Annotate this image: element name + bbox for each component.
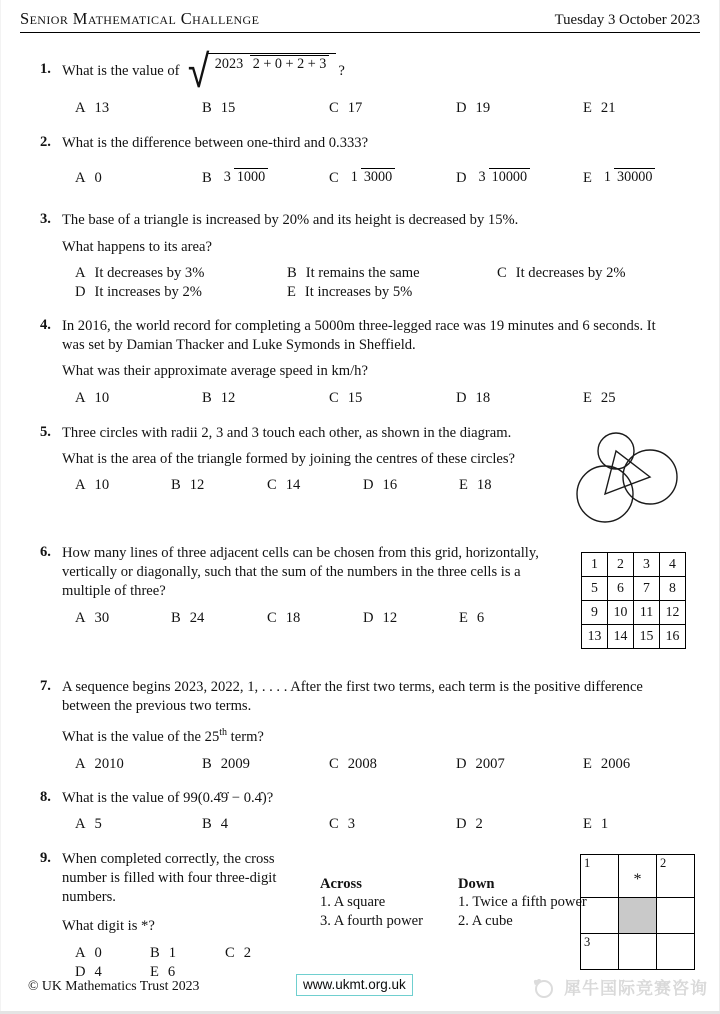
down-clues: Down 1. Twice a fifth power 2. A cube [458, 875, 587, 930]
option: E 2006 [583, 755, 631, 772]
option: B 15 [202, 100, 236, 116]
grid-cell: 5 [582, 576, 608, 600]
options-row [62, 99, 720, 118]
options-row [62, 815, 720, 834]
options-row [62, 264, 720, 283]
option: C 3 [329, 815, 356, 832]
question-number: 7. [40, 677, 51, 694]
grid-cell: 14 [608, 624, 634, 648]
question-text: When completed correctly, the cross [62, 850, 275, 867]
grid-cell: 1 [581, 854, 619, 897]
grid-cell [619, 933, 657, 969]
option: E 1 30000 [583, 169, 655, 188]
question-text: What is the area of the triangle formed by joining the centres of these circles? [62, 451, 516, 468]
option: A 2010 [75, 755, 124, 772]
question-text: How many lines of three adjacent cells can be chosen from this grid, horizontally, [62, 544, 539, 561]
question-number: 8. [40, 788, 51, 805]
question-text: was set by Damian Thacker and Luke Symonds in Sheffield. [62, 337, 416, 354]
grid-cell: 8 [660, 576, 686, 600]
crossnumber-clues [320, 875, 587, 931]
grid-cell: 10 [608, 600, 634, 624]
option: B 4 [202, 815, 229, 832]
question-7 [0, 678, 720, 774]
option: A 5 [75, 815, 102, 832]
question-text: In 2016, the world record for completing a 5000m three-legged race was 19 minutes and 6 seconds. It [62, 317, 656, 334]
question-1 [0, 44, 720, 118]
grid-cell: 12 [660, 600, 686, 624]
question-number: 1. [40, 61, 51, 77]
grid-cell: 9 [582, 600, 608, 624]
options-row [62, 389, 720, 408]
option: C 14 [267, 477, 301, 494]
option: C It decreases by 2% [497, 264, 626, 281]
across-clues: Across 1. A square 3. A fourth power [320, 875, 442, 931]
grid-cell: 7 [634, 576, 660, 600]
rhino-logo-icon [528, 975, 558, 999]
options-row [62, 158, 720, 198]
option: B It remains the same [287, 264, 420, 281]
question-text: numbers. [62, 889, 116, 906]
shaded-cell [619, 897, 657, 933]
footer-link[interactable]: www.ukmt.org.uk [296, 974, 413, 996]
option: E 25 [583, 389, 616, 406]
clue-item: 1. A square [320, 894, 386, 911]
option: D 3 10000 [456, 169, 583, 188]
question-text: Three circles with radii 2, 3 and 3 touch each other, as shown in the diagram. [62, 424, 512, 441]
option: A 30 [75, 609, 110, 626]
header [0, 0, 720, 29]
option: D 4 [75, 964, 102, 981]
grid-cell: 1 [582, 552, 608, 576]
question-text: What happens to its area? [62, 238, 212, 255]
option: A 13 [75, 100, 110, 116]
header-date: Tuesday 3 October 2023 [554, 12, 700, 28]
fraction: 3 1000 [221, 170, 268, 186]
grid-cell [657, 933, 695, 969]
radical-sign: √ [187, 44, 209, 98]
option: E 21 [583, 100, 616, 116]
question-text: What is the difference between one-third and 0.333? [62, 135, 369, 151]
option: B 12 [202, 389, 236, 406]
option: D It increases by 2% [75, 283, 202, 300]
watermark-text: 犀牛国际竞赛咨询 [564, 979, 708, 998]
option: C 2 [225, 945, 252, 962]
grid-cell: 2 [608, 552, 634, 576]
option: A 10 [75, 389, 110, 406]
question-number: 5. [40, 423, 51, 440]
question-text: vertically or diagonally, such that the sum of the numbers in the three cells is a [62, 564, 521, 581]
three-circles-diagram [569, 418, 694, 540]
option: E 18 [459, 477, 492, 494]
footer-copyright: © UK Mathematics Trust 2023 [28, 978, 200, 993]
option: E 6 [459, 609, 485, 626]
grid-cell [581, 897, 619, 933]
fraction: 1 3000 [348, 170, 395, 186]
question-text: multiple of three? [62, 583, 166, 600]
watermark [528, 974, 708, 999]
option: B 1 [150, 945, 177, 962]
cross-number-grid [580, 854, 695, 970]
question-number: 4. [40, 316, 51, 333]
grid-cell: 16 [660, 624, 686, 648]
grid-cell: 13 [582, 624, 608, 648]
page-title: Senior Mathematical Challenge [20, 9, 260, 28]
header-rule [20, 32, 700, 33]
fraction: 3 10000 [476, 170, 531, 186]
option: A 0 [75, 945, 102, 962]
clue-item: 2. A cube [458, 913, 513, 930]
option: D 16 [363, 477, 398, 494]
question-number: 6. [40, 543, 51, 560]
option: A 0 [75, 169, 102, 186]
grid-cell: 11 [634, 600, 660, 624]
question-text: A sequence begins 2023, 2022, 1, . . . . After the first two terms, each term is the positive difference [62, 678, 643, 695]
option: D 2 [456, 815, 483, 832]
question-text: What is the value of √ 2023 2 + 0 + 2 + 3 ? [62, 44, 345, 98]
option: B 12 [171, 477, 205, 494]
question-text: number is filled with four three-digit [62, 870, 277, 887]
question-text: What digit is *? [62, 917, 155, 934]
question-2 [0, 134, 720, 198]
question-text: between the previous two terms. [62, 698, 252, 715]
number-grid [581, 552, 686, 649]
option: B 24 [171, 609, 205, 626]
grid-cell: 3 [581, 933, 619, 969]
grid-cell: 2 [657, 854, 695, 897]
option: D 12 [363, 609, 398, 626]
option: C 18 [267, 609, 301, 626]
option: D 19 [456, 100, 491, 116]
question-number: 9. [40, 849, 51, 866]
superscript: th [219, 727, 228, 739]
fraction: 1 30000 [601, 170, 656, 186]
footer [0, 971, 720, 1005]
grid-cell: 4 [660, 552, 686, 576]
option: C 17 [329, 100, 363, 116]
grid-cell [657, 897, 695, 933]
option: A It decreases by 3% [75, 264, 205, 281]
option: C 1 3000 [329, 169, 456, 188]
question-4 [0, 317, 720, 408]
question-9 [0, 850, 720, 982]
options-row [62, 283, 720, 302]
option: C 2008 [329, 755, 377, 772]
question-text: What is the value of the 25th term? [62, 727, 264, 746]
option: B 3 1000 [202, 169, 329, 188]
question-3 [0, 211, 720, 302]
fraction: 2023 2 + 0 + 2 + 3 [212, 57, 330, 73]
question-text: What was their approximate average speed in km/h? [62, 363, 368, 380]
star-cell: * [619, 854, 657, 897]
question-text: The base of a triangle is increased by 20% and its height is decreased by 15%. [62, 212, 519, 229]
option: D 18 [456, 389, 491, 406]
question-5 [0, 424, 720, 536]
option: E 1 [583, 815, 609, 832]
option: C 15 [329, 389, 363, 406]
grid-cell: 3 [634, 552, 660, 576]
question-number: 3. [40, 211, 51, 228]
question-8 [0, 789, 720, 834]
options-row [62, 755, 720, 774]
clue-item: 3. A fourth power [320, 913, 423, 930]
question-text: What is the value of 99(0.4̇9̇ − 0.4̇)? [62, 789, 274, 806]
option: B 2009 [202, 755, 250, 772]
question-6 [0, 544, 720, 662]
clue-item: 1. Twice a fifth power [458, 894, 587, 911]
option: E 6 [150, 964, 176, 981]
option: D 2007 [456, 755, 505, 772]
question-number: 2. [40, 134, 51, 150]
grid-cell: 6 [608, 576, 634, 600]
grid-cell: 15 [634, 624, 660, 648]
option: A 10 [75, 477, 110, 494]
option: E It increases by 5% [287, 283, 413, 300]
